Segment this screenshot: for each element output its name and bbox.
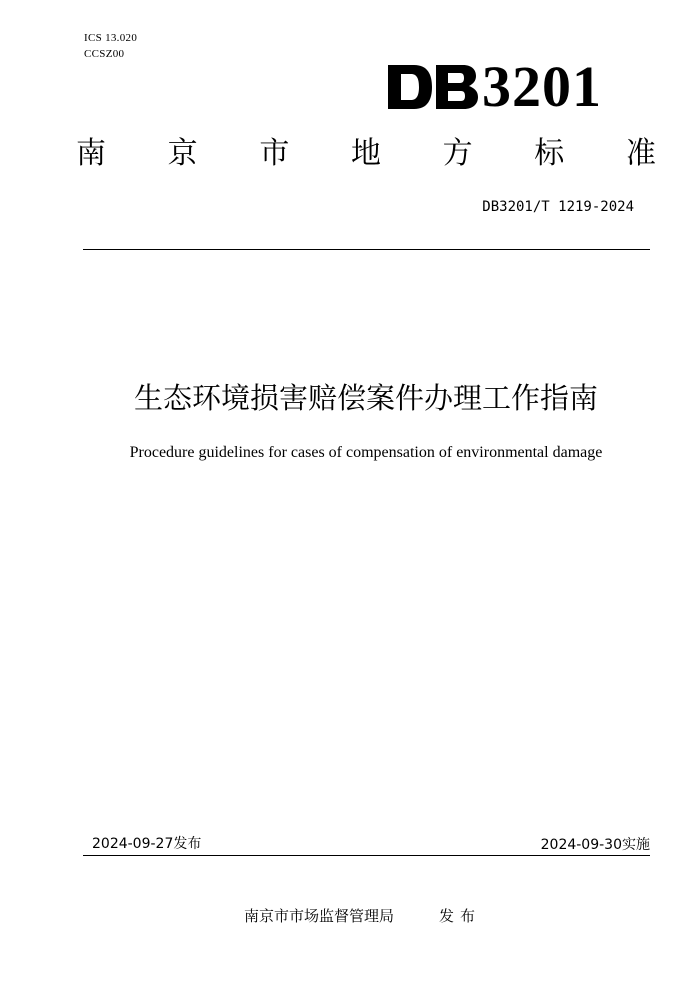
standard-type-char: 标 [534,136,565,171]
db-logo [386,56,602,118]
standard-type-char: 方 [442,136,473,171]
standard-type-char: 地 [350,136,381,171]
standard-number: DB3201/T 1219-2024 [482,199,634,215]
header-divider [83,249,650,250]
implementation-date: 2024-09-30实施 [540,837,650,853]
document-title-chinese: 生态环境损害赔偿案件办理工作指南 [133,381,598,415]
standard-type-char: 京 [167,136,198,171]
db-logo-code: 3201 [482,54,602,119]
footer-divider [83,855,650,856]
standard-type-char: 市 [259,136,290,171]
classification-codes [84,30,137,62]
document-title-english: Procedure guidelines for cases of compensation of environmental damage [129,444,603,461]
standard-type-char: 准 [625,136,656,171]
db-logo-mark [386,63,480,111]
ics-code: ICS 13.020 [84,32,138,44]
ccs-code: CCSZ00 [84,48,125,60]
publisher-name: 南京市市场监督管理局 [244,907,395,925]
publish-label: 发布 [439,907,482,925]
issue-date: 2024-09-27发布 [92,836,202,852]
standard-type-name [76,134,656,174]
standard-type-char: 南 [76,136,106,171]
